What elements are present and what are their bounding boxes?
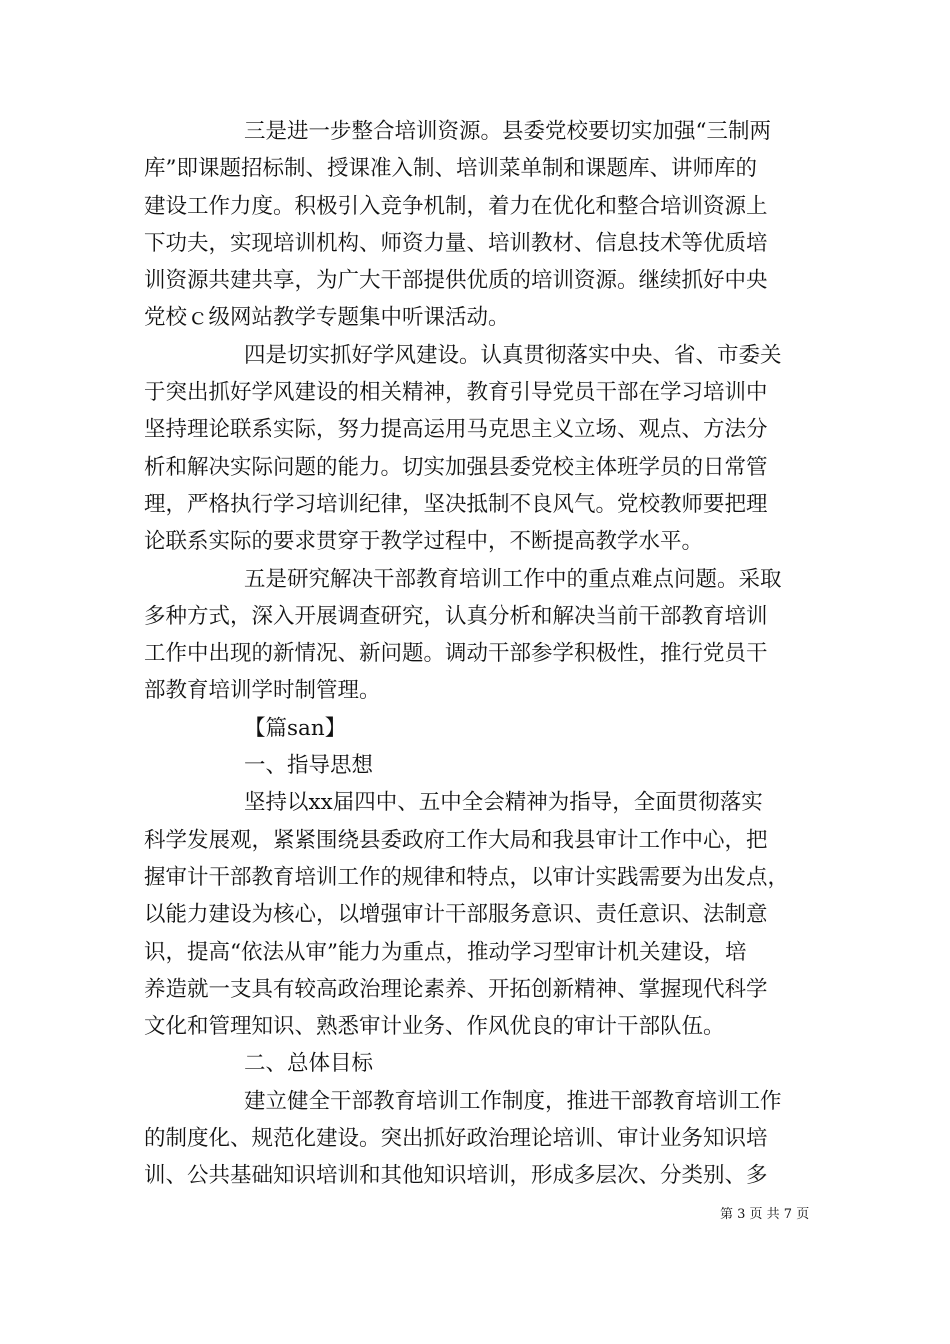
text-line: 建立健全干部教育培训工作制度，推进干部教育培训工作	[244, 1088, 782, 1114]
text-line: 训资源共建共享，为广大干部提供优质的培训资源。继续抓好中央	[144, 268, 768, 294]
text-line: 论联系实际的要求贯穿于教学过程中，不断提高教学水平。	[144, 529, 704, 555]
text-line: 一、指导思想	[244, 753, 374, 779]
text-line: 于突出抓好学风建设的相关精神，教育引导党员干部在学习培训中	[144, 380, 768, 406]
page-number: 第 3 页 共 7 页	[720, 1207, 810, 1222]
text-line: 二、总体目标	[244, 1051, 374, 1077]
text-line: 文化和管理知识、熟悉审计业务、作风优良的审计干部队伍。	[144, 1014, 725, 1040]
text-line: 五是研究解决干部教育培训工作中的重点难点问题。采取	[244, 566, 782, 592]
text-line: 以能力建设为核心，以增强审计干部服务意识、责任意识、法制意	[144, 902, 768, 928]
text-line: 建设工作力度。积极引入竞争机制，着力在优化和整合培训资源上	[144, 193, 768, 219]
text-line: 下功夫，实现培训机构、师资力量、培训教材、信息技术等优质培	[144, 230, 768, 256]
text-line: 部教育培训学时制管理。	[144, 678, 381, 704]
text-line: 多种方式，深入开展调查研究，认真分析和解决当前干部教育培训	[144, 603, 768, 629]
text-line: 析和解决实际问题的能力。切实加强县委党校主体班学员的日常管	[144, 454, 768, 480]
text-line: 握审计干部教育培训工作的规律和特点，以审计实践需要为出发点，	[144, 864, 790, 890]
text-line: 四是切实抓好学风建设。认真贯彻落实中央、省、市委关	[244, 342, 782, 368]
text-line: 的制度化、规范化建设。突出抓好政治理论培训、审计业务知识培	[144, 1126, 768, 1152]
text-line: 养造就一支具有较高政治理论素养、开拓创新精神、掌握现代科学	[144, 976, 768, 1002]
text-line: 坚持理论联系实际，努力提高运用马克思主义立场、观点、方法分	[144, 417, 768, 443]
text-line: 【篇san】	[244, 715, 347, 741]
text-line: 库”即课题招标制、授课准入制、培训菜单制和课题库、讲师库的	[144, 156, 757, 182]
text-line: 训、公共基础知识培训和其他知识培训，形成多层次、分类别、多	[144, 1163, 768, 1189]
text-line: 三是进一步整合培训资源。县委党校要切实加强“三制两	[244, 119, 771, 144]
text-line: 坚持以xx届四中、五中全会精神为指导，全面贯彻落实	[244, 790, 763, 816]
text-line: 理，严格执行学习培训纪律，坚决抵制不良风气。党校教师要把理	[144, 491, 768, 517]
text-line: 工作中出现的新情况、新问题。调动干部参学积极性，推行党员干	[144, 641, 768, 667]
text-line: 党校ｃ级网站教学专题集中听课活动。	[144, 305, 510, 331]
text-line: 科学发展观，紧紧围绕县委政府工作大局和我县审计工作中心，把	[144, 827, 768, 853]
document-body	[144, 113, 824, 1195]
text-line: 识，提高“依法从审”能力为重点，推动学习型审计机关建设，培	[144, 939, 747, 965]
